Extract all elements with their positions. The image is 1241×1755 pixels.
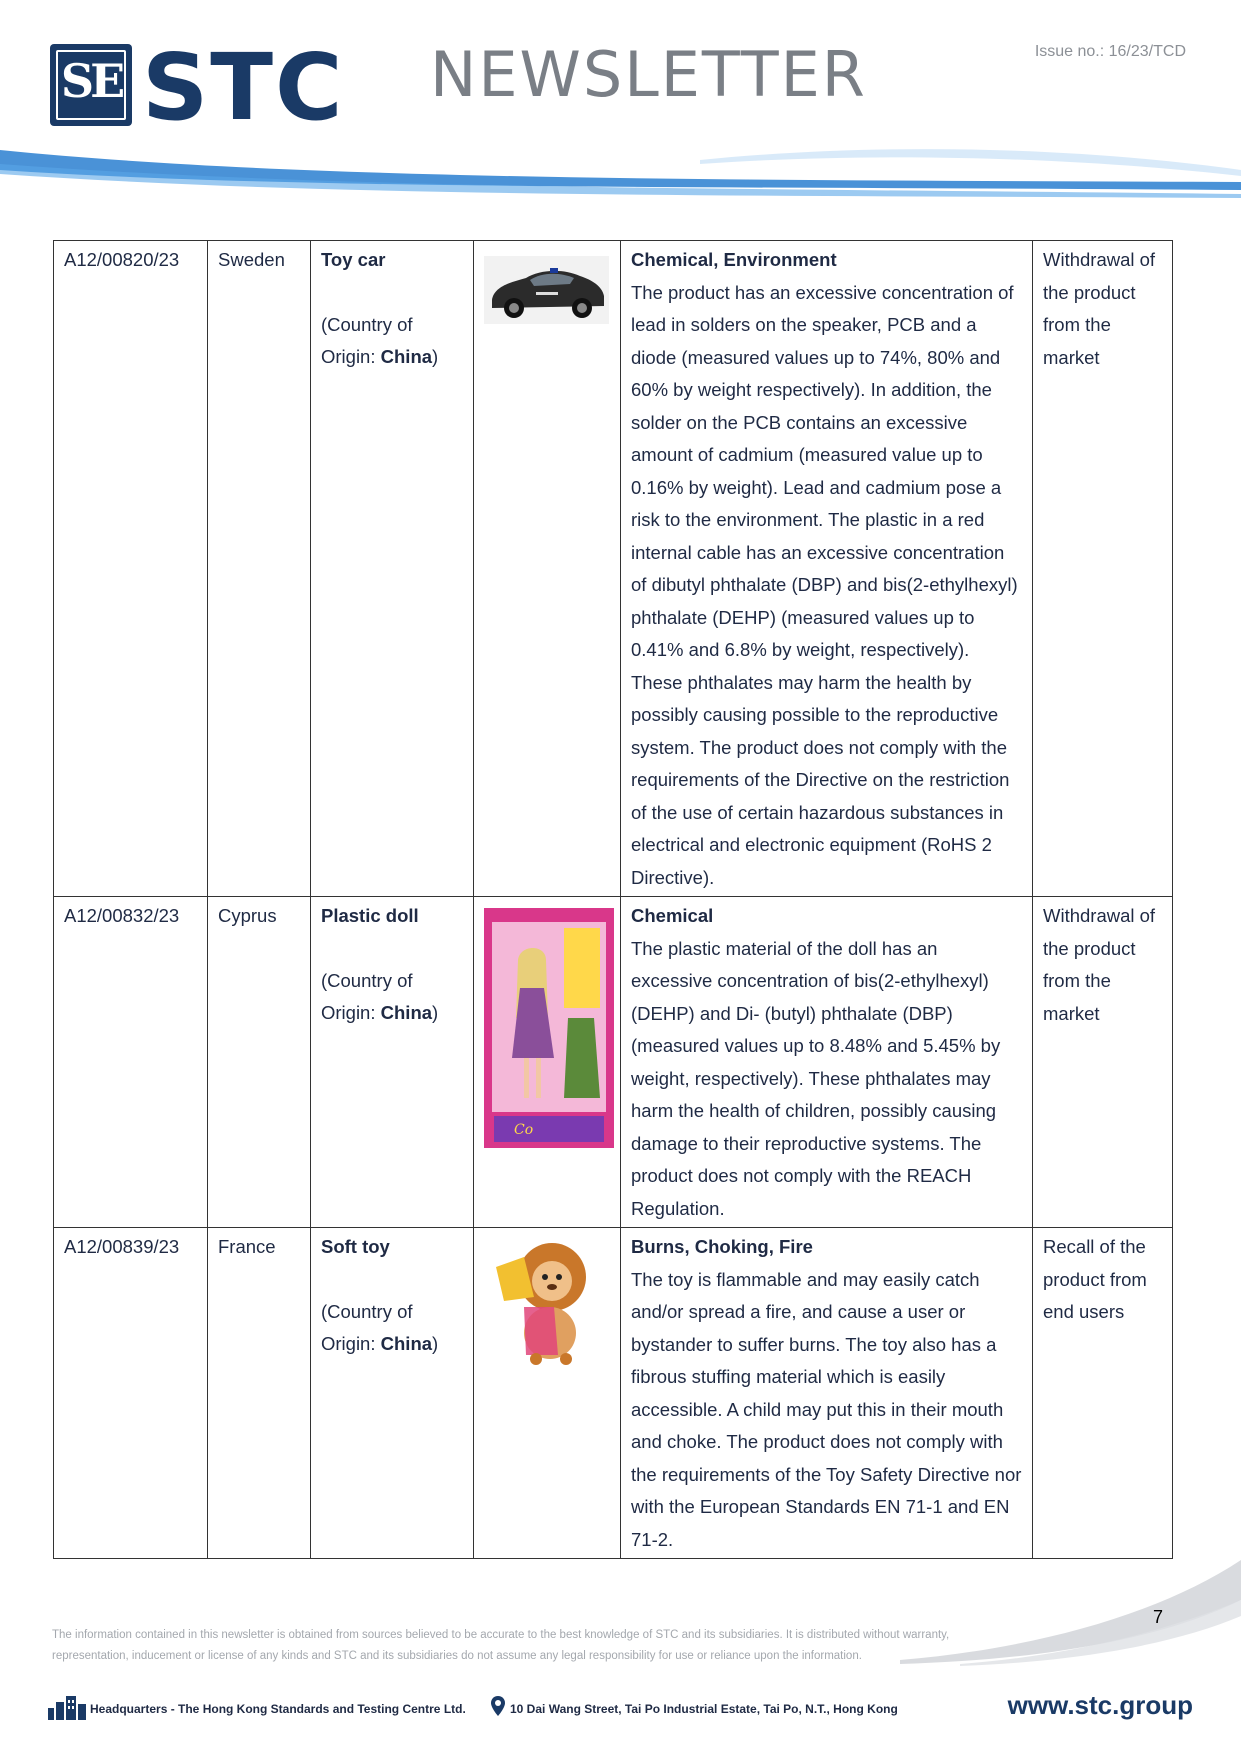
- hazard-type: Burns, Choking, Fire: [631, 1236, 813, 1257]
- description-cell: [621, 241, 1033, 897]
- address-text: 10 Dai Wang Street, Tai Po Industrial Estate, Tai Po, N.T., Hong Kong: [510, 1702, 898, 1716]
- image-cell: [474, 241, 621, 897]
- header-swoosh: [0, 140, 1241, 200]
- headquarters-text: Headquarters - The Hong Kong Standards and Testing Centre Ltd.: [90, 1702, 466, 1716]
- country-cell: Sweden: [208, 241, 311, 897]
- table-row: [54, 1228, 1173, 1559]
- svg-text:Co: Co: [514, 1122, 534, 1138]
- logo-mark-glyph: SE: [60, 54, 122, 108]
- reference-cell: A12/00820/23: [54, 241, 208, 897]
- soft-toy-lion-photo: [484, 1237, 609, 1367]
- stc-logo: [50, 34, 350, 141]
- product-cell: [311, 897, 474, 1228]
- image-cell: [474, 897, 621, 1228]
- hazard-description: The plastic material of the doll has an excessive concentration of bis(2-ethylhexyl) (DEHP) and Di- (butyl) phthalate (DBP) (measured values up to 8.48% and 5.45% by weight, respectively). These phthalates may harm the health of children, possibly causing damage to their reproductive systems. The product does not comply with the REACH Regulation.: [631, 937, 1001, 1219]
- product-name: Soft toy: [321, 1236, 390, 1257]
- footer-bar: [48, 1690, 1193, 1730]
- table-row: [54, 897, 1173, 1228]
- country-of-origin: (Country of Origin: China): [321, 313, 439, 367]
- issue-number: Issue no.: 16/23/TCD: [1034, 43, 1186, 60]
- product-cell: [311, 241, 474, 897]
- product-name: Plastic doll: [321, 905, 419, 926]
- country-of-origin: (Country of Origin: China): [321, 1300, 439, 1354]
- plastic-doll-photo: [484, 908, 614, 1148]
- recall-table: [53, 240, 1173, 1559]
- building-icon: [48, 1694, 86, 1720]
- disclaimer: The information contained in this newsletter is obtained from sources believed to be accurate to the best knowledge of STC and its subsidiaries. It is distributed without warranty, representation, inducement or license of any kinds and STC and its subsidiaries do not assume any legal responsibility for use or reliance upon the information.: [52, 1629, 950, 1662]
- toy-car-photo: [484, 256, 609, 324]
- country-cell: France: [208, 1228, 311, 1559]
- description-cell: [621, 1228, 1033, 1559]
- product-name: Toy car: [321, 249, 386, 270]
- measure-cell: Withdrawal of the product from the market: [1033, 241, 1173, 897]
- reference-cell: A12/00832/23: [54, 897, 208, 1228]
- measure-cell: Recall of the product from end users: [1033, 1228, 1173, 1559]
- image-cell: [474, 1228, 621, 1559]
- hazard-description: The product has an excessive concentration of lead in solders on the speaker, PCB and a diode (measured values up to 74%, 80% and 60% by weight respectively). In addition, the solder on the PCB contains an excessive amount of cadmium (measured value up to 0.16% by weight). Lead and cadmium pose a risk to the environment. The plastic in a red internal cable has an excessive concentration of dibutyl phthalate (DBP) and bis(2-ethylhexyl) phthalate (DEHP) (measured values up to 0.41% and 6.8% by weight, respectively). These phthalates may harm the health by possibly causing possible to the reproductive system. The product does not comply with the requirements of the Directive on the restriction of the use of certain hazardous substances in electrical and electronic equipment (RoHS 2 Directive).: [631, 281, 1018, 888]
- newsletter-title: NEWSLETTER: [430, 38, 867, 111]
- reference-cell: A12/00839/23: [54, 1228, 208, 1559]
- stc-logo-mark: [50, 44, 132, 126]
- location-pin-icon: [491, 1696, 505, 1716]
- logo-text: STC: [142, 34, 345, 141]
- measure-cell: Withdrawal of the product from the market: [1033, 897, 1173, 1228]
- hazard-type: Chemical, Environment: [631, 249, 837, 270]
- hazard-description: The toy is flammable and may easily catch and/or spread a fire, and cause a user or bystander to suffer burns. The toy also has a fibrous stuffing material which is easily accessible. A child may put this in their mouth and choke. The product does not comply with the requirements of the Toy Safety Directive nor with the European Standards EN 71-1 and EN 71-2.: [631, 1268, 1022, 1550]
- product-cell: [311, 1228, 474, 1559]
- hazard-type: Chemical: [631, 905, 714, 926]
- country-cell: Cyprus: [208, 897, 311, 1228]
- page-number: 7: [1153, 1607, 1164, 1627]
- description-cell: [621, 897, 1033, 1228]
- country-of-origin: (Country of Origin: China): [321, 969, 439, 1023]
- website-link[interactable]: www.stc.group: [1007, 1690, 1193, 1720]
- table-row: [54, 241, 1173, 897]
